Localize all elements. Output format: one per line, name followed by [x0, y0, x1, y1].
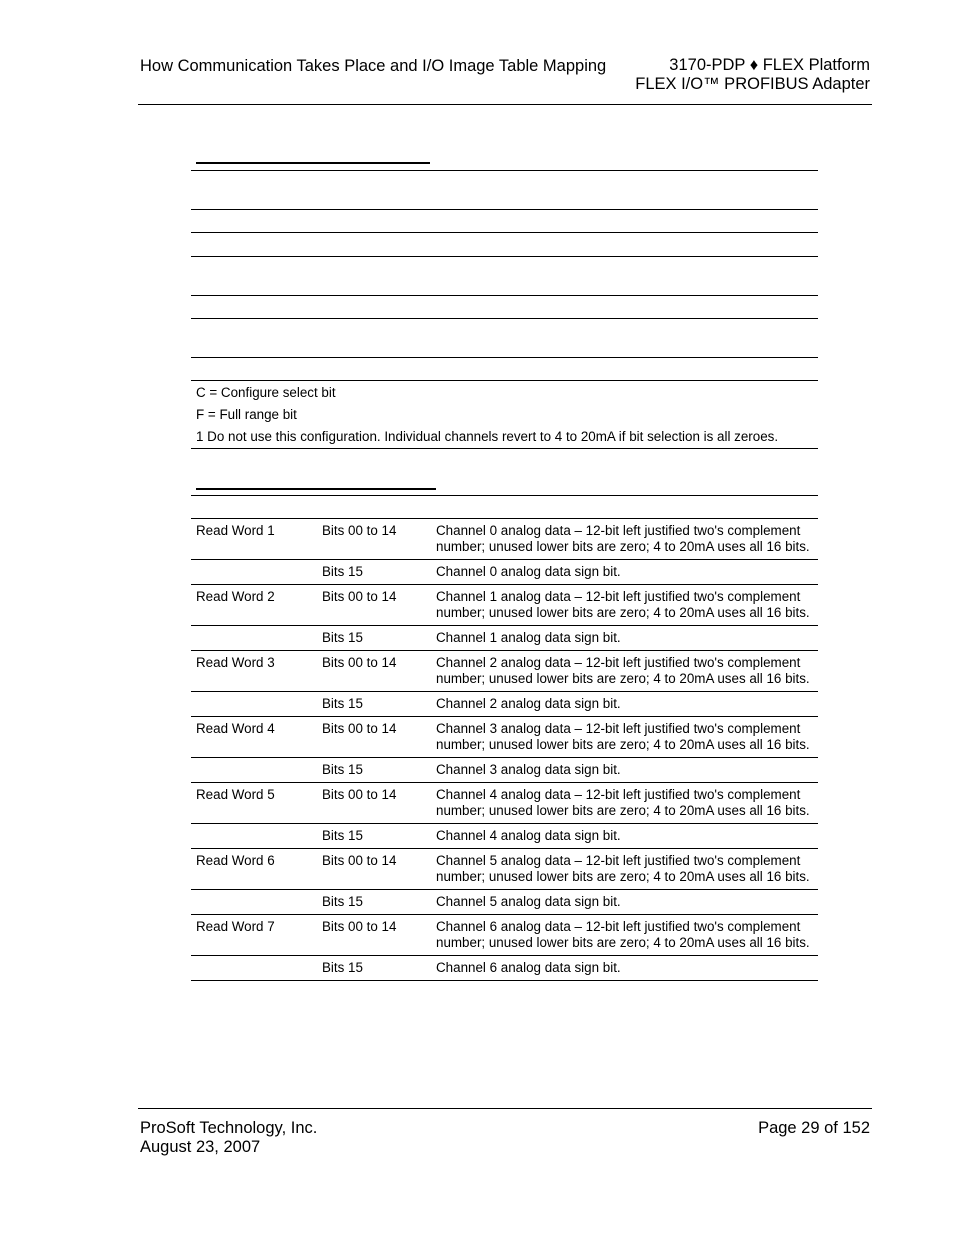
config-heading-underline [196, 162, 430, 164]
read-word-cell: Read Word 1 [191, 519, 317, 560]
description-cell: Channel 1 analog data – 12-bit left justified two's complement number; unused lower bits are zero; 4 to 20mA uses all 16 bits. [431, 585, 818, 626]
bits-cell: Bits 00 to 14 [317, 585, 431, 626]
table-row [191, 626, 818, 651]
read-table-top-rule [191, 495, 818, 496]
bits-cell: Bits 15 [317, 890, 431, 915]
bits-cell: Bits 00 to 14 [317, 651, 431, 692]
description-cell: Channel 5 analog data – 12-bit left justified two's complement number; unused lower bits are zero; 4 to 20mA uses all 16 bits. [431, 849, 818, 890]
description-cell: Channel 5 analog data sign bit. [431, 890, 818, 915]
read-words-table-body [191, 519, 818, 981]
product-line-1: 3170-PDP ♦ FLEX Platform [669, 56, 870, 74]
config-table-rule [191, 209, 818, 210]
footer-date: August 23, 2007 [140, 1138, 261, 1156]
description-cell: Channel 3 analog data – 12-bit left justified two's complement number; unused lower bits are zero; 4 to 20mA uses all 16 bits. [431, 717, 818, 758]
table-row [191, 717, 818, 758]
description-cell: Channel 6 analog data – 12-bit left justified two's complement number; unused lower bits are zero; 4 to 20mA uses all 16 bits. [431, 915, 818, 956]
read-word-cell [191, 560, 317, 585]
header-rule [138, 104, 872, 105]
description-cell: Channel 0 analog data – 12-bit left justified two's complement number; unused lower bits are zero; 4 to 20mA uses all 16 bits. [431, 519, 818, 560]
read-word-cell: Read Word 4 [191, 717, 317, 758]
table-row [191, 651, 818, 692]
bits-cell: Bits 15 [317, 758, 431, 783]
read-word-cell [191, 758, 317, 783]
description-cell: Channel 2 analog data – 12-bit left justified two's complement number; unused lower bits are zero; 4 to 20mA uses all 16 bits. [431, 651, 818, 692]
table-row [191, 956, 818, 981]
config-table-rule [191, 232, 818, 233]
read-words-table [191, 518, 818, 981]
read-word-cell [191, 692, 317, 717]
table-row [191, 783, 818, 824]
bits-cell: Bits 00 to 14 [317, 783, 431, 824]
read-word-cell: Read Word 7 [191, 915, 317, 956]
table-row [191, 890, 818, 915]
bits-cell: Bits 15 [317, 626, 431, 651]
description-cell: Channel 0 analog data sign bit. [431, 560, 818, 585]
description-cell: Channel 2 analog data sign bit. [431, 692, 818, 717]
bits-cell: Bits 15 [317, 824, 431, 849]
running-header-product [635, 56, 870, 94]
table-row [191, 692, 818, 717]
table-row [191, 758, 818, 783]
footer-page-number: Page 29 of 152 [758, 1119, 870, 1137]
description-cell: Channel 6 analog data sign bit. [431, 956, 818, 981]
table-row [191, 824, 818, 849]
footer-rule [138, 1108, 872, 1109]
table-row [191, 849, 818, 890]
table-row [191, 560, 818, 585]
config-table-bottom-rule [191, 448, 818, 449]
bits-cell: Bits 00 to 14 [317, 849, 431, 890]
bits-cell: Bits 15 [317, 692, 431, 717]
product-line-2: FLEX I/O™ PROFIBUS Adapter [635, 75, 870, 93]
table-row [191, 585, 818, 626]
description-cell: Channel 4 analog data sign bit. [431, 824, 818, 849]
description-cell: Channel 3 analog data sign bit. [431, 758, 818, 783]
config-note-f: F = Full range bit [196, 407, 297, 422]
read-word-cell: Read Word 6 [191, 849, 317, 890]
footer-left [140, 1119, 317, 1157]
read-word-cell: Read Word 5 [191, 783, 317, 824]
config-note-c: C = Configure select bit [196, 385, 336, 400]
read-word-cell [191, 824, 317, 849]
read-word-cell [191, 626, 317, 651]
read-word-cell: Read Word 3 [191, 651, 317, 692]
read-heading-underline [196, 488, 436, 490]
bits-cell: Bits 00 to 14 [317, 519, 431, 560]
config-footnote: 1 Do not use this configuration. Individual channels revert to 4 to 20mA if bit selection is all zeroes. [196, 429, 779, 444]
running-header-section-title: How Communication Takes Place and I/O Image Table Mapping [140, 57, 607, 75]
footer-company: ProSoft Technology, Inc. [140, 1119, 318, 1137]
config-table-rule [191, 380, 818, 381]
config-table-rule [191, 170, 818, 171]
config-table-rule [191, 357, 818, 358]
bits-cell: Bits 00 to 14 [317, 717, 431, 758]
description-cell: Channel 1 analog data sign bit. [431, 626, 818, 651]
config-table-rule [191, 256, 818, 257]
description-cell: Channel 4 analog data – 12-bit left justified two's complement number; unused lower bits are zero; 4 to 20mA uses all 16 bits. [431, 783, 818, 824]
read-word-cell: Read Word 2 [191, 585, 317, 626]
read-word-cell [191, 956, 317, 981]
table-row [191, 915, 818, 956]
config-table-rule [191, 318, 818, 319]
read-word-cell [191, 890, 317, 915]
bits-cell: Bits 15 [317, 956, 431, 981]
bits-cell: Bits 00 to 14 [317, 915, 431, 956]
table-row [191, 519, 818, 560]
bits-cell: Bits 15 [317, 560, 431, 585]
config-table-rule [191, 295, 818, 296]
